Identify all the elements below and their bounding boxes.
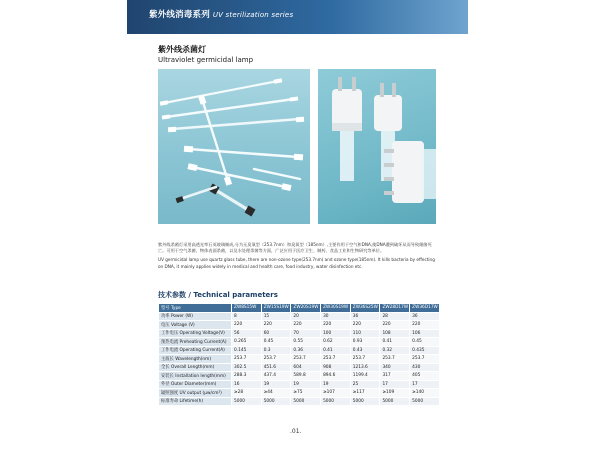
description-en: UV germicidal lamp use quartz glass tube, there are non-ozone type(253.7nm) and ozone type(185nm). It kills bacteria by effecting on DNA, it mainly applies widely in medical and health care, food industry, water disinfection etc.	[158, 257, 435, 269]
table-cell: 288.3	[232, 372, 262, 381]
table-cell: 5000	[350, 397, 380, 406]
table-cell: 106	[410, 329, 440, 338]
table-cell: 220	[232, 321, 262, 330]
table-cell: 36	[410, 312, 440, 321]
table-row-label: 预热电流 Preheating Current(A)	[159, 338, 232, 347]
header-title	[149, 8, 293, 20]
table-row	[159, 372, 440, 381]
table-cell: 19	[291, 380, 321, 389]
table-row-label: 全长 Overall Length(mm)	[159, 363, 232, 372]
table-row-label: 功率 Power (W)	[159, 312, 232, 321]
table-cell: 0.435	[410, 346, 440, 355]
table-cell: 0.145	[232, 346, 262, 355]
table-cell: ≥107	[321, 389, 351, 398]
table-cell: 220	[350, 321, 380, 330]
table-cell: 5000	[232, 397, 262, 406]
table-row-label: 电压 Voltage (V)	[159, 321, 232, 330]
table-cell: 253.7	[321, 355, 351, 364]
table-cell: 19	[261, 380, 291, 389]
table-cell: 5000	[410, 397, 440, 406]
table-cell: 56	[232, 329, 262, 338]
table-row-label: 工作电流 Operating Current(A)	[159, 346, 232, 355]
table-row-label: 外径 Outer Diameter(mm)	[159, 380, 232, 389]
table-cell: ≥109	[380, 389, 410, 398]
table-header-label: 型号 Type	[159, 304, 232, 313]
table-row	[159, 321, 440, 330]
table-row	[159, 338, 440, 347]
table-cell: 220	[291, 321, 321, 330]
table-row	[159, 397, 440, 406]
table-header-model: ZW30S19W	[321, 304, 351, 313]
description-cn: 紫外线杀菌灯采用高透光率石英玻璃制成,分为无臭氧型（253.7nm）和臭氧型（185nm）,主要作用于空气和DNA,使DNA遭到破坏从而导致细菌死亡。可用于空气杀菌、物体表面杀菌，以及水处理杀菌等方面，广泛应用于医疗卫生、制药、食品工业和生物研究等单位。	[158, 242, 432, 254]
table-cell: 253.7	[261, 355, 291, 364]
table-cell: 317	[380, 372, 410, 381]
table-cell: 1213.6	[350, 363, 380, 372]
table-header-model: ZW36S25W	[350, 304, 380, 313]
table-cell: 5000	[380, 397, 410, 406]
table-cell: 0.62	[321, 338, 351, 347]
header-title-cn: 紫外线消毒系列	[149, 10, 210, 20]
table-row-label: 标准寿命 Lifetime(h)	[159, 397, 232, 406]
table-cell: 100	[321, 329, 351, 338]
table-cell: 17	[410, 380, 440, 389]
table-cell: 20	[291, 312, 321, 321]
table-row	[159, 389, 440, 398]
table-cell: 220	[410, 321, 440, 330]
table-body	[159, 312, 440, 406]
table-cell: 0.45	[410, 338, 440, 347]
table-cell: 5000	[261, 397, 291, 406]
header-title-en: UV sterilization series	[212, 11, 294, 19]
table-cell: 302.5	[232, 363, 262, 372]
table-row	[159, 363, 440, 372]
table-cell: ≥44	[261, 389, 291, 398]
table-cell: 0.93	[350, 338, 380, 347]
table-cell: 220	[380, 321, 410, 330]
table-row-label: 辐照强度 UV output (μw/cm²)	[159, 389, 232, 398]
table-cell: 0.41	[380, 338, 410, 347]
table-cell: 5000	[291, 397, 321, 406]
table-cell: 0.32	[380, 346, 410, 355]
table-cell: 253.7	[291, 355, 321, 364]
table-cell: 253.7	[380, 355, 410, 364]
table-cell: 0.3	[261, 346, 291, 355]
table-cell: 25	[350, 380, 380, 389]
table-cell: 220	[321, 321, 351, 330]
table-cell: 15	[261, 312, 291, 321]
table-cell: 437.4	[261, 372, 291, 381]
table-header-model: ZW15S19W	[261, 304, 291, 313]
table-cell: 0.43	[350, 346, 380, 355]
table-header-row	[159, 304, 440, 313]
table-cell: 0.41	[321, 346, 351, 355]
table-cell: 0.265	[232, 338, 262, 347]
table-cell: ≥117	[350, 389, 380, 398]
table-cell: 8	[232, 312, 262, 321]
technical-parameters-table	[158, 303, 440, 406]
table-cell: 28	[380, 312, 410, 321]
table-cell: 19	[321, 380, 351, 389]
product-title-cn: 紫外线杀菌灯	[158, 45, 206, 54]
table-cell: 908	[321, 363, 351, 372]
table-cell: 589.8	[291, 372, 321, 381]
table-cell: 0.55	[291, 338, 321, 347]
table-cell: 340	[380, 363, 410, 372]
table-cell: 30	[321, 312, 351, 321]
catalog-page	[127, 0, 468, 450]
table-cell: 36	[350, 312, 380, 321]
table-cell: 253.7	[410, 355, 440, 364]
lamp-base-closeup-photo	[318, 69, 436, 224]
product-title-en: Ultraviolet germicidal lamp	[158, 56, 254, 64]
table-cell: 108	[380, 329, 410, 338]
table-cell: 60	[261, 329, 291, 338]
table-cell: 0.45	[261, 338, 291, 347]
table-cell: ≥28	[232, 389, 262, 398]
table-row	[159, 380, 440, 389]
table-cell: 405	[410, 372, 440, 381]
page-number: .01.	[290, 428, 302, 435]
table-header-model: ZW20S19W	[291, 304, 321, 313]
header-band	[127, 0, 468, 34]
table-row	[159, 355, 440, 364]
table-row-label: 主波长 Wavelength(nm)	[159, 355, 232, 364]
table-cell: 894.6	[321, 372, 351, 381]
table-cell: 253.7	[232, 355, 262, 364]
table-cell: 253.7	[350, 355, 380, 364]
table-cell: 5000	[321, 397, 351, 406]
table-header-model: ZW28D17W	[380, 304, 410, 313]
table-row	[159, 312, 440, 321]
table-header-model: ZW8S15W	[232, 304, 262, 313]
table-cell: 16	[232, 380, 262, 389]
table-cell: 451.6	[261, 363, 291, 372]
table-cell: 1199.4	[350, 372, 380, 381]
table-cell: 430	[410, 363, 440, 372]
lamp-assortment-photo	[158, 69, 310, 224]
table-cell: 70	[291, 329, 321, 338]
table-row	[159, 329, 440, 338]
product-description	[158, 242, 438, 273]
table-cell: 0.36	[291, 346, 321, 355]
table-cell: 220	[261, 321, 291, 330]
table-cell: 17	[380, 380, 410, 389]
table-cell: 110	[350, 329, 380, 338]
table-row-label: 工作电压 Operating Voltage(V)	[159, 329, 232, 338]
table-row-label: 安装长 Installation length(mm)	[159, 372, 232, 381]
lamp-assortment-illustration	[158, 69, 310, 224]
lamp-base-illustration	[318, 69, 436, 224]
table-header-model: ZW36D17W	[410, 304, 440, 313]
table-cell: ≥140	[410, 389, 440, 398]
section-title-technical-parameters: 技术参数 / Technical parameters	[158, 291, 278, 299]
table-cell: ≥75	[291, 389, 321, 398]
table-cell: 604	[291, 363, 321, 372]
table-row	[159, 346, 440, 355]
